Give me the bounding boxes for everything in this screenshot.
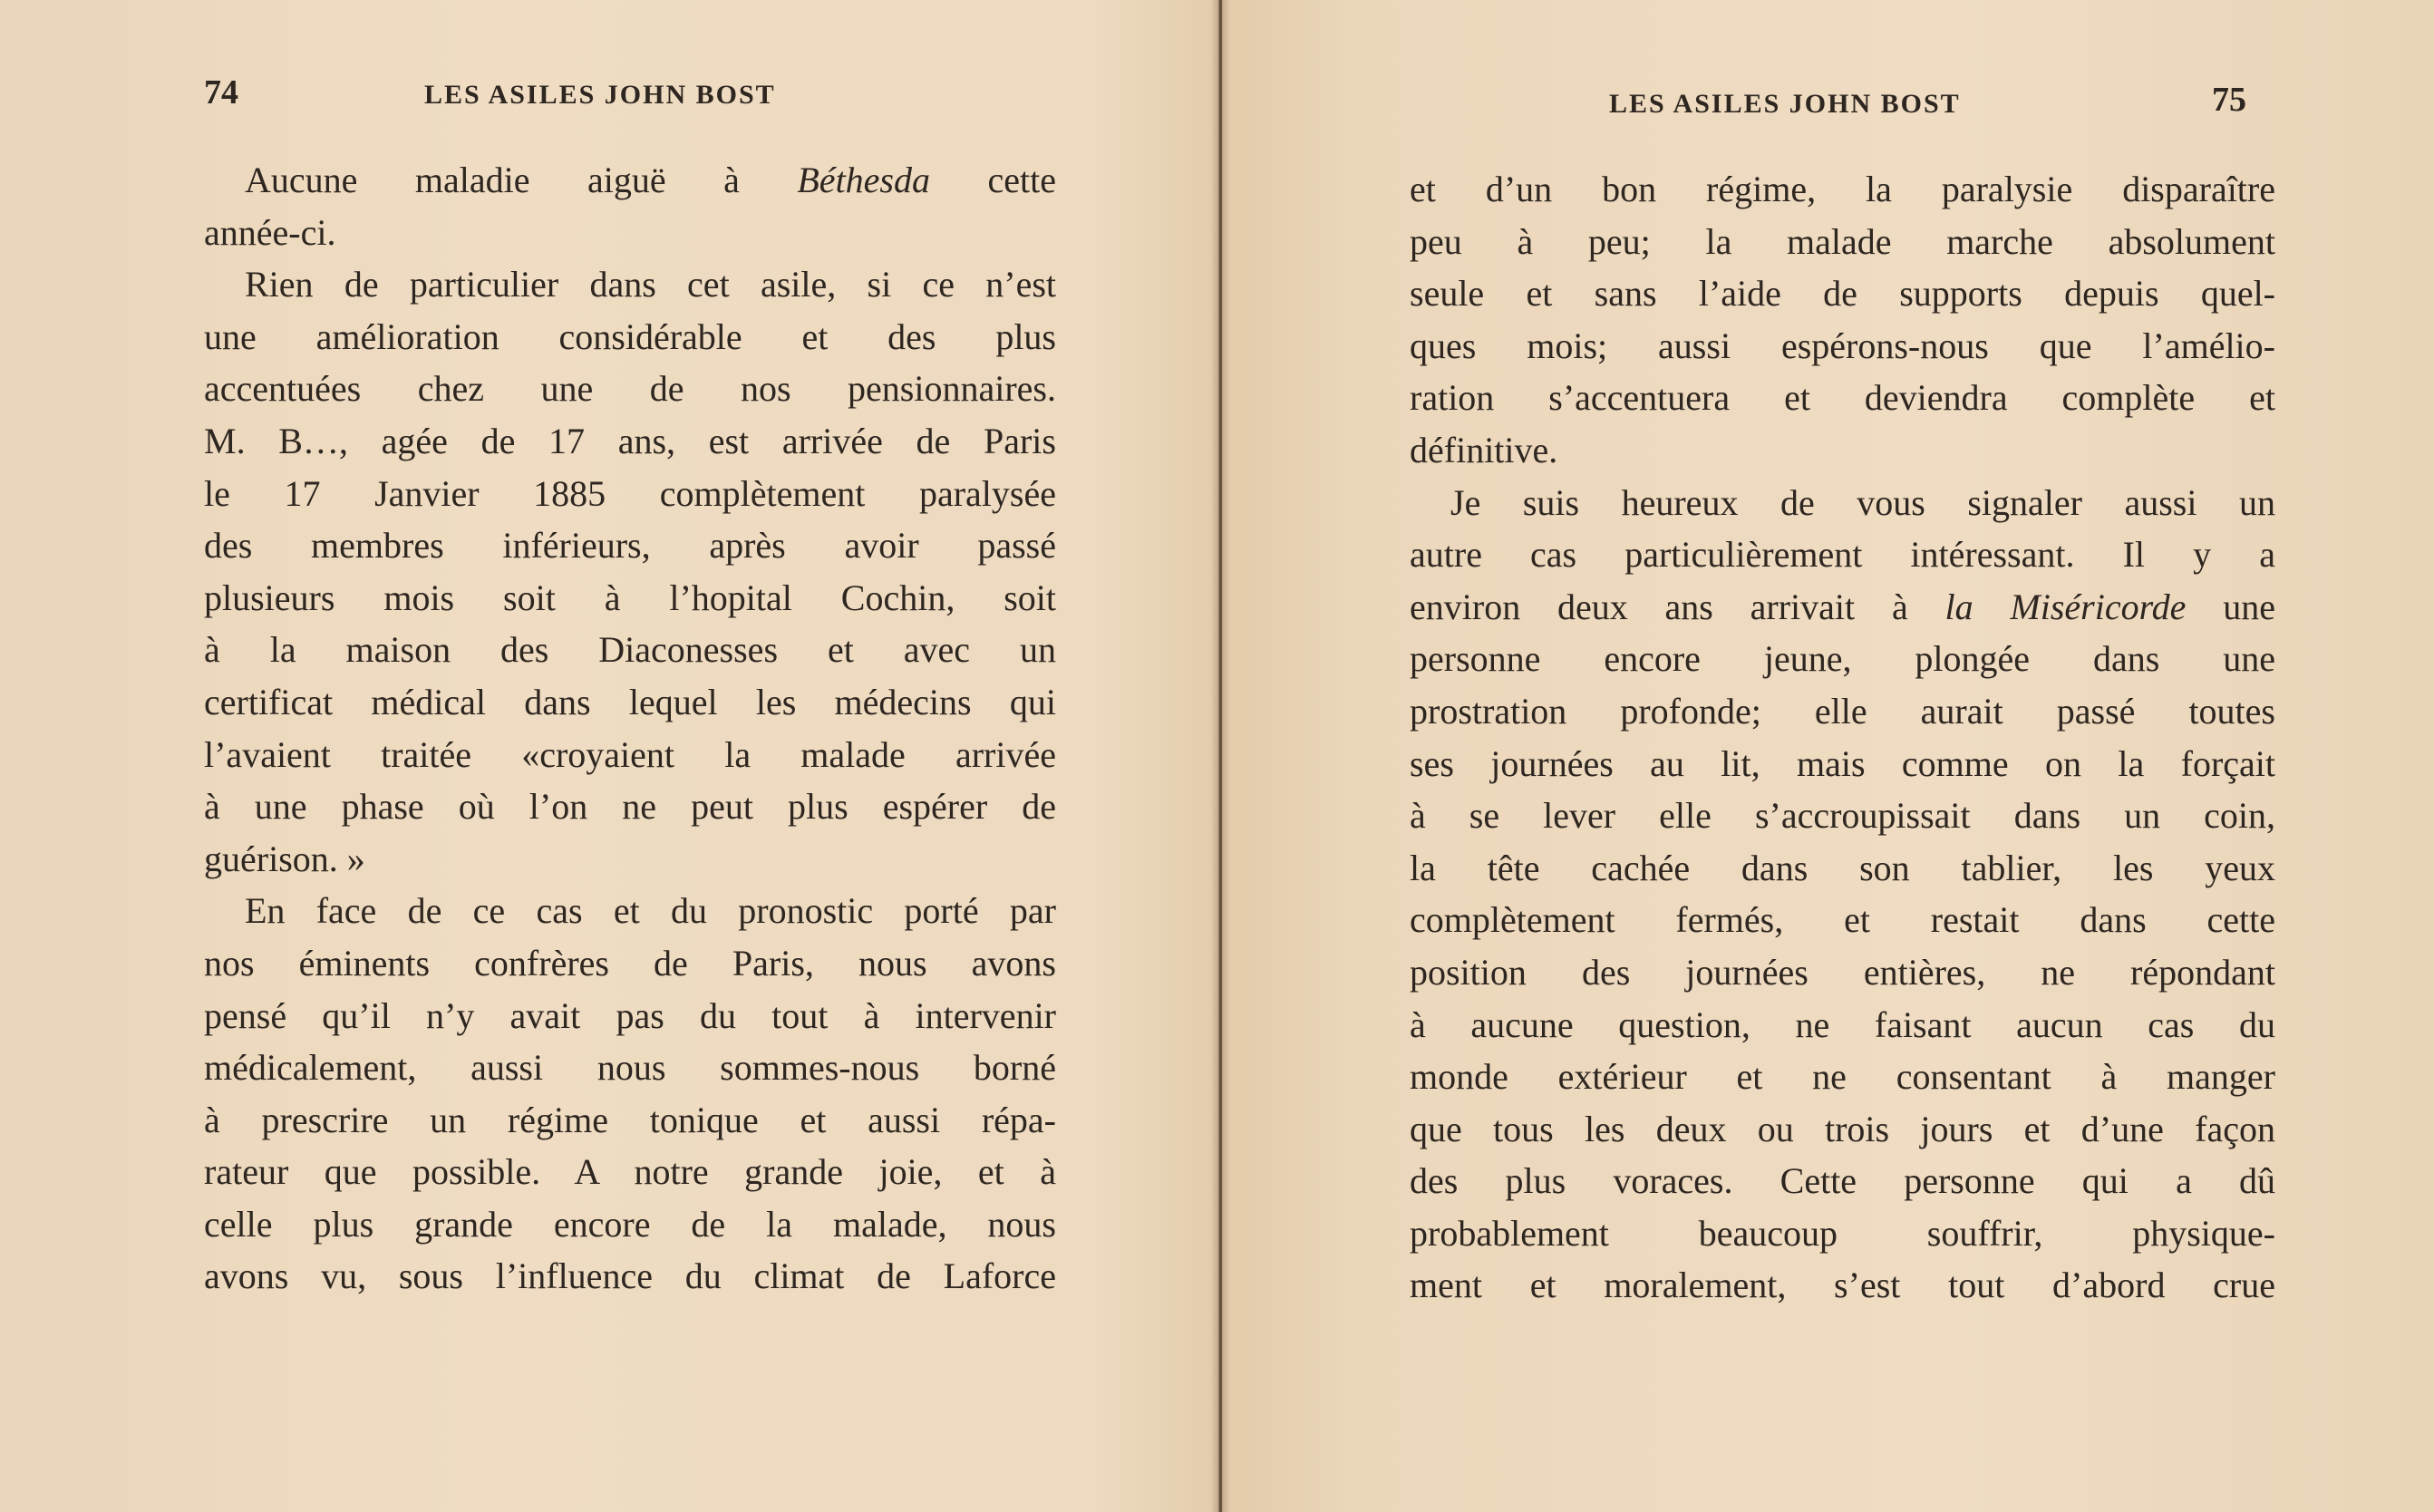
right-running-head: LES ASILES JOHN BOST (1609, 89, 1961, 119)
text-segment: cette (930, 160, 1056, 200)
text-line: pensé qu’il n’y avait pas du tout à intervenir (204, 994, 1056, 1036)
text-line: celle plus grande encore de la malade, nous (204, 1203, 1056, 1245)
text-line: prostration profonde; elle aurait passé toutes (1410, 690, 2275, 732)
gutter-fold-line (1219, 0, 1222, 1512)
right-page (1228, 0, 2434, 1512)
left-page-body (204, 154, 1056, 1303)
text-line: rateur que possible. A notre grande joie, et à (204, 1151, 1056, 1193)
text-segment: environ deux ans arrivait à (1410, 586, 1945, 627)
text-line: nos éminents confrères de Paris, nous avons (204, 942, 1056, 984)
text-line: monde extérieur et ne consentant à manger (1410, 1056, 2275, 1098)
text-line: médicalement, aussi nous sommes-nous borné (204, 1047, 1056, 1089)
text-line: certificat médical dans lequel les médecins qui (204, 681, 1056, 722)
text-line: des plus voraces. Cette personne qui a dû (1410, 1160, 2275, 1202)
text-line: M. B…, agée de 17 ans, est arrivée de Paris (204, 420, 1056, 461)
text-line: des membres inférieurs, après avoir passé (204, 525, 1056, 567)
italic-place-name: Béthesda (797, 160, 930, 200)
text-line: Je suis heureux de vous signaler aussi un (1450, 481, 2275, 523)
text-line: année-ci. (204, 211, 336, 253)
text-line: définitive. (1410, 429, 1558, 470)
text-line: peu à peu; la malade marche absolument (1410, 220, 2275, 262)
text-line: complètement fermés, et restait dans cette (1410, 899, 2275, 941)
text-segment: Aucune maladie aiguë à (245, 160, 798, 200)
text-line (1410, 581, 2275, 634)
text-line: avons vu, sous l’influence du climat de Laforce (204, 1255, 1056, 1297)
text-line: à se lever elle s’accroupissait dans un coin, (1410, 795, 2275, 837)
text-line: la tête cachée dans son tablier, les yeux (1410, 847, 2275, 888)
text-line: En face de ce cas et du pronostic porté par (245, 890, 1056, 932)
text-line: ses journées au lit, mais comme on la forçait (1410, 742, 2275, 784)
text-line: position des journées entières, ne répondant (1410, 951, 2275, 993)
text-line: le 17 Janvier 1885 complètement paralysée (204, 472, 1056, 514)
text-line: probablement beaucoup souffrir, physique- (1410, 1212, 2275, 1254)
text-line: ration s’accentuera et deviendra complète et (1410, 377, 2275, 419)
text-line: et d’un bon régime, la paralysie disparaître (1410, 169, 2275, 209)
right-page-body (1410, 163, 2275, 1312)
text-line: que tous les deux ou trois jours et d’une façon (1410, 1108, 2275, 1149)
text-line: autre cas particulièrement intéressant. Il y a (1410, 534, 2275, 576)
text-line: à aucune question, ne faisant aucun cas du (1410, 1003, 2275, 1045)
text-line: guérison. » (204, 838, 365, 879)
text-line: à une phase où l’on ne peut plus espérer de (204, 786, 1056, 828)
text-line: à prescrire un régime tonique et aussi répa- (204, 1099, 1056, 1140)
text-line: personne encore jeune, plongée dans une (1410, 638, 2275, 680)
text-line: seule et sans l’aide de supports depuis quel- (1410, 273, 2275, 315)
text-line: accentuées chez une de nos pensionnaires. (204, 368, 1056, 410)
text-line: plusieurs mois soit à l’hopital Cochin, soit (204, 577, 1056, 618)
left-page-number: 74 (204, 73, 238, 111)
text-segment: une (2186, 586, 2275, 627)
text-line: ment et moralement, s’est tout d’abord crue (1410, 1265, 2275, 1306)
text-line: à la maison des Diaconesses et avec un (204, 629, 1056, 671)
left-running-head: LES ASILES JOHN BOST (424, 80, 776, 110)
right-page-number: 75 (2212, 81, 2246, 119)
text-line: Rien de particulier dans cet asile, si ce n’est (245, 264, 1056, 305)
italic-place-name: la Miséricorde (1944, 586, 2187, 627)
text-line: une amélioration considérable et des plus (204, 315, 1056, 357)
text-line: ques mois; aussi espérons-nous que l’amélio- (1410, 325, 2275, 366)
text-line: l’avaient traitée «croyaient la malade arrivée (204, 733, 1056, 775)
text-line (204, 154, 1056, 207)
